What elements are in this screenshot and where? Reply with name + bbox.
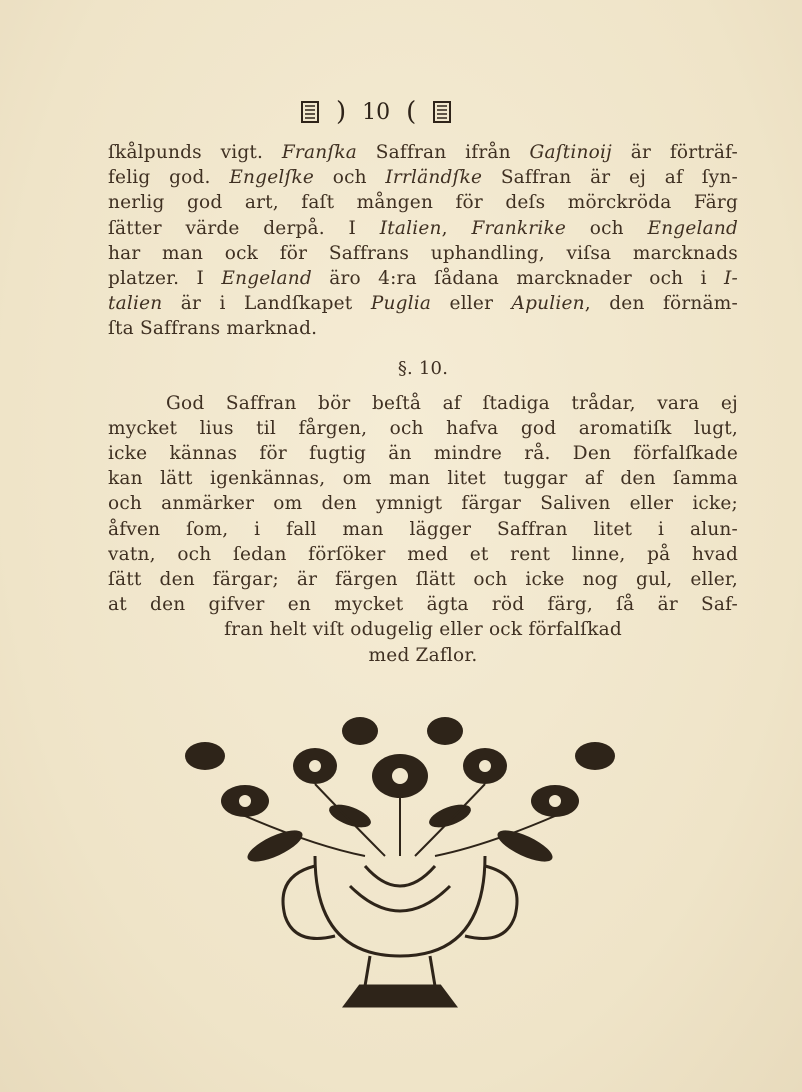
- text-line: nerlig god art, faſt mången för deſs mörckröda Färg: [108, 192, 738, 214]
- text-line: at den gifver en mycket ägta röd färg, ſå är Saf-: [108, 594, 738, 616]
- text-line: ſkålpunds vigt. Franſka Saffran ifrån Gaſtinoij är förträf-: [108, 142, 738, 163]
- text-line: ſätt den färgar; är färgen ſlätt och icke nog gul, eller,: [108, 569, 738, 591]
- leaf-left-low: [244, 824, 307, 867]
- text-line: icke kännas för fugtig än mindre rå. Den förfalſkade: [108, 443, 738, 465]
- fleuron-right-icon: [432, 100, 452, 124]
- text-line: fran helt viſt odugelig eller ock förfalſkad: [224, 619, 622, 641]
- flower-vase-vignette: [165, 706, 635, 1036]
- page-header: [300, 96, 540, 128]
- vase-neck: [365, 956, 435, 986]
- text-line: har man ock för Saffrans uphandling, viſsa marcknads: [108, 242, 738, 264]
- text-line: felig god. Engelſke och Irrländſke Saffran är ej af ſyn-: [108, 167, 738, 189]
- text-line: ſta Saffrans marknad.: [108, 318, 318, 340]
- text-line: och anmärker om den ymnigt färgar Saliven eller icke;: [108, 493, 738, 515]
- body-text: [108, 140, 738, 668]
- text-line: åfven ſom, i fall man lägger Saffran litet i alun-: [108, 518, 738, 540]
- leaf-right-low: [494, 824, 557, 867]
- vase-handle-left: [283, 866, 335, 939]
- text-line: ſätter värde derpå. I Italien, Frankrike och Engeland: [108, 217, 738, 239]
- text-line: God Saffran bör beſtå af ſtadiga trådar, vara ej: [166, 392, 738, 414]
- flower-top-right: [427, 717, 463, 745]
- section-heading: §. 10.: [397, 357, 449, 379]
- vase-body: [315, 856, 485, 956]
- leaf-left-mid: [326, 800, 374, 832]
- flower-top-left: [342, 717, 378, 745]
- text-line: platzer. I Engeland äro 4:ra ſådana marcknader och i I-: [108, 267, 738, 289]
- flower-right-3: [575, 742, 615, 770]
- text-line: talien är i Landſkapet Puglia eller Apulien, den förnäm-: [108, 293, 738, 315]
- fleuron-left-icon: [300, 100, 320, 124]
- text-line: mycket lius til fårgen, och hafva god aromatiſk lugt,: [108, 417, 738, 439]
- paragraph-section-10: [108, 391, 738, 668]
- header-right-paren: (: [406, 97, 417, 127]
- paragraph-continuation: [108, 140, 738, 342]
- vase-foot: [345, 986, 455, 1006]
- leaf-right-mid: [426, 800, 474, 832]
- page-number: 10: [362, 99, 391, 125]
- vase-decoration: [350, 866, 450, 911]
- vase-handle-right: [465, 866, 517, 939]
- text-line: kan lätt igenkännas, om man litet tuggar af den ſamma: [108, 468, 738, 490]
- text-line: vatn, och ſedan förſöker med et rent linne, på hvad: [108, 543, 738, 565]
- flower-left-3: [185, 742, 225, 770]
- header-left-paren: ): [336, 97, 347, 127]
- text-line: med Zaflor.: [368, 644, 478, 666]
